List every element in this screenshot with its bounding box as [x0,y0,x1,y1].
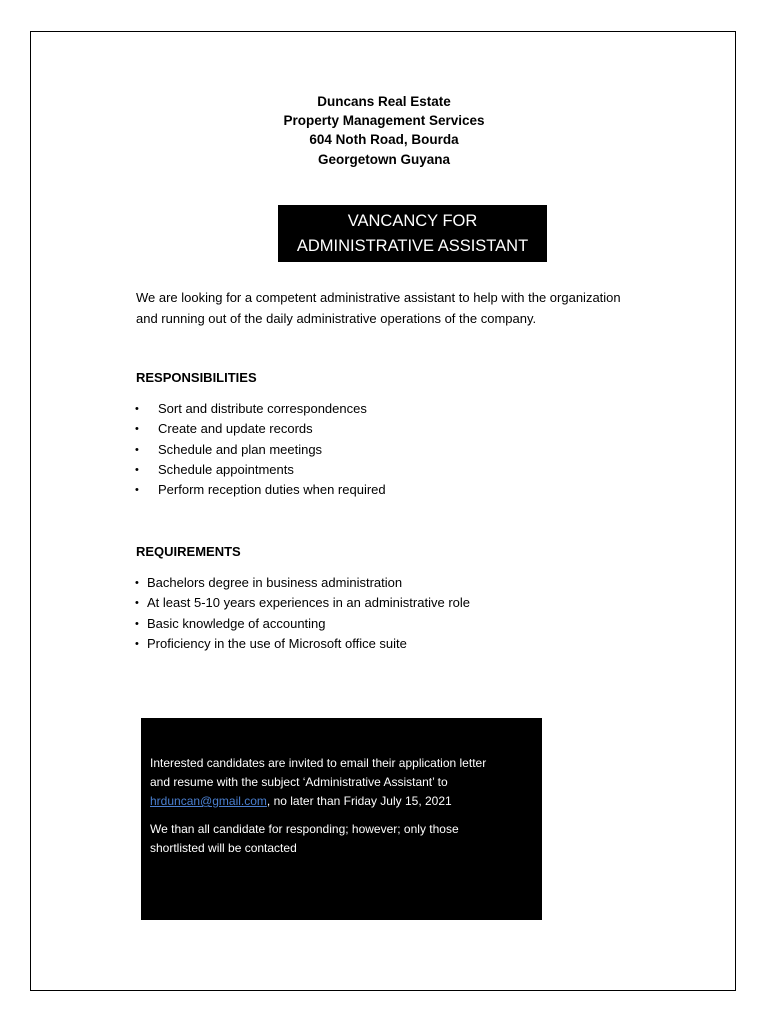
requirement-item [135,593,470,613]
company-name: Duncans Real Estate [317,94,451,109]
company-address-line2: Georgetown Guyana [317,151,451,167]
notice-line2: shortlisted will be contacted [150,841,297,855]
responsibilities-heading: RESPONSIBILITIES [136,370,257,385]
requirement-item [135,573,470,593]
bullet-icon: • [135,484,139,497]
requirements-list [135,573,470,654]
intro-line2: and running out of the daily administrative operations of the company. [136,310,537,326]
company-header [0,92,768,169]
responsibility-item [135,399,386,419]
intro-line1: We are looking for a competent administrative assistant to help with the organization [136,290,621,305]
requirement-item [135,634,470,654]
responsibility-text: Schedule appointments [158,461,294,477]
requirements-heading: REQUIREMENTS [136,544,241,559]
bullet-icon: • [135,597,139,610]
company-address-line1: 604 Noth Road, Bourda [309,132,459,148]
application-instructions-box [141,718,542,920]
requirement-text: Bachelors degree in business administration [147,575,403,590]
responsibility-text: Create and update records [158,421,313,437]
intro-paragraph [136,288,696,329]
requirement-text: At least 5-10 years experiences in an administrative role [147,595,470,611]
responsibility-item [135,440,386,460]
vacancy-title-line1: VANCANCY FOR [347,212,478,230]
responsibility-item [135,480,386,500]
company-department: Property Management Services [283,113,485,129]
responsibility-item [135,419,386,439]
bullet-icon: • [135,443,139,456]
bullet-icon: • [135,577,139,589]
responsibilities-list [135,399,386,500]
vacancy-title-banner [278,205,547,262]
instructions-line1: Interested candidates are invited to email their application letter [150,756,487,770]
application-instructions [150,754,533,811]
vacancy-title-line2: ADMINISTRATIVE ASSISTANT [296,237,529,255]
requirement-text: Basic knowledge of accounting [147,615,326,631]
responsibility-text: Perform reception duties when required [158,482,386,498]
shortlist-notice [150,820,533,858]
requirement-text: Proficiency in the use of Microsoft office suite [147,635,407,651]
responsibility-text: Sort and distribute correspondences [158,401,367,416]
bullet-icon: • [135,403,139,415]
bullet-icon: • [135,617,139,630]
bullet-icon: • [135,637,139,650]
notice-line1: We than all candidate for responding; however; only those [150,822,459,836]
instructions-line2: and resume with the subject ‘Administrative Assistant’ to [150,775,448,789]
responsibility-text: Schedule and plan meetings [158,441,323,457]
requirement-item [135,614,470,634]
email-link[interactable]: hrduncan@gmail.com [150,794,267,808]
instructions-line3 [150,792,533,811]
deadline-text: , no later than Friday July 15, 2021 [266,794,452,808]
bullet-icon: • [135,463,139,476]
responsibility-item [135,460,386,480]
bullet-icon: • [135,423,139,436]
